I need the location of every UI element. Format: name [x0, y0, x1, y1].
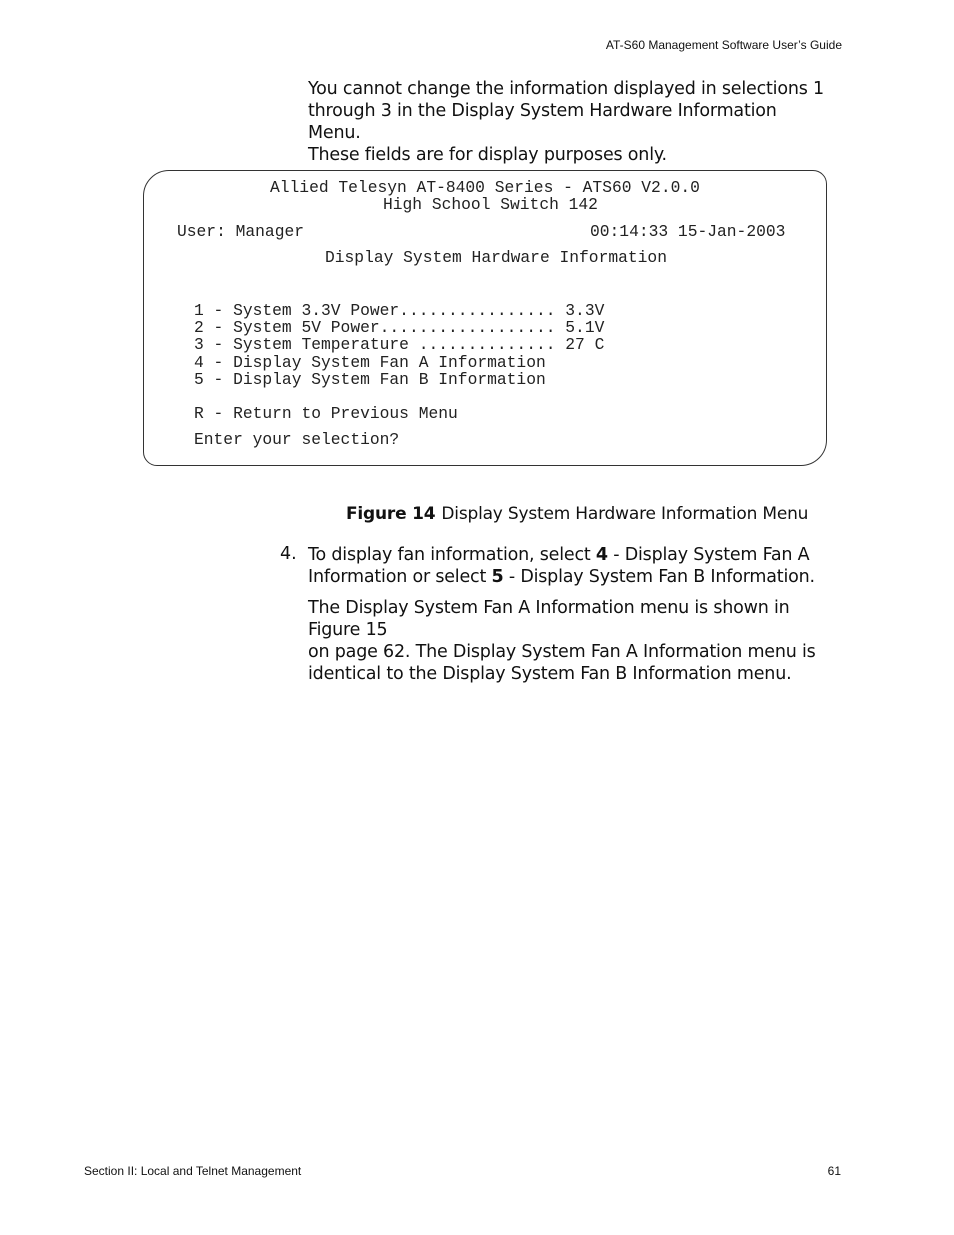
page-number: 61: [827, 1164, 841, 1178]
console-menu-item: 2 - System 5V Power.................. 5.1V: [194, 318, 605, 337]
intro-line: You cannot change the information displayed in selections 1: [308, 79, 824, 99]
console-user: User: Manager: [177, 222, 305, 241]
console-title: Allied Telesyn AT-8400 Series - ATS60 V2.0.0: [270, 178, 700, 197]
intro-line: through 3 in the Display System Hardware Information Menu.: [308, 101, 777, 143]
intro-paragraph: [308, 78, 828, 166]
step-bold-option: 5: [491, 567, 504, 587]
console-screen-figure: [143, 170, 827, 466]
step-number: 4.: [280, 544, 297, 564]
figure-caption-text: Display System Hardware Information Menu: [441, 504, 809, 524]
running-header: AT-S60 Management Software User’s Guide: [605, 38, 842, 52]
intro-line: These fields are for display purposes only.: [308, 145, 667, 165]
step-text: Information or select: [308, 567, 492, 587]
console-subtitle: High School Switch 142: [383, 195, 598, 214]
followup-line: identical to the Display System Fan B Information menu.: [308, 664, 792, 684]
step-paragraph: [308, 544, 828, 588]
console-menu-title: Display System Hardware Information: [325, 248, 667, 267]
followup-paragraph: [308, 597, 828, 685]
followup-line: The Display System Fan A Information menu is shown in Figure 15: [308, 598, 790, 640]
console-menu-item: 4 - Display System Fan A Information: [194, 353, 546, 372]
console-prompt: Enter your selection?: [194, 430, 400, 449]
console-menu-item: 3 - System Temperature .............. 27 C: [194, 335, 605, 354]
figure-number: Figure 14: [346, 504, 436, 524]
console-menu-item: 5 - Display System Fan B Information: [194, 370, 546, 389]
followup-line: on page 62. The Display System Fan A Information menu is: [308, 642, 816, 662]
step-text: To display fan information, select: [308, 545, 596, 565]
console-menu-item: 1 - System 3.3V Power................ 3.3V: [194, 301, 605, 320]
step-text: - Display System Fan B Information.: [503, 567, 815, 587]
console-return-option: R - Return to Previous Menu: [194, 404, 458, 423]
figure-caption: [346, 504, 808, 524]
console-timestamp: 00:14:33 15-Jan-2003: [590, 222, 786, 241]
footer-section: Section II: Local and Telnet Management: [84, 1164, 302, 1178]
step-text: - Display System Fan A: [607, 545, 810, 565]
step-bold-option: 4: [595, 545, 608, 565]
